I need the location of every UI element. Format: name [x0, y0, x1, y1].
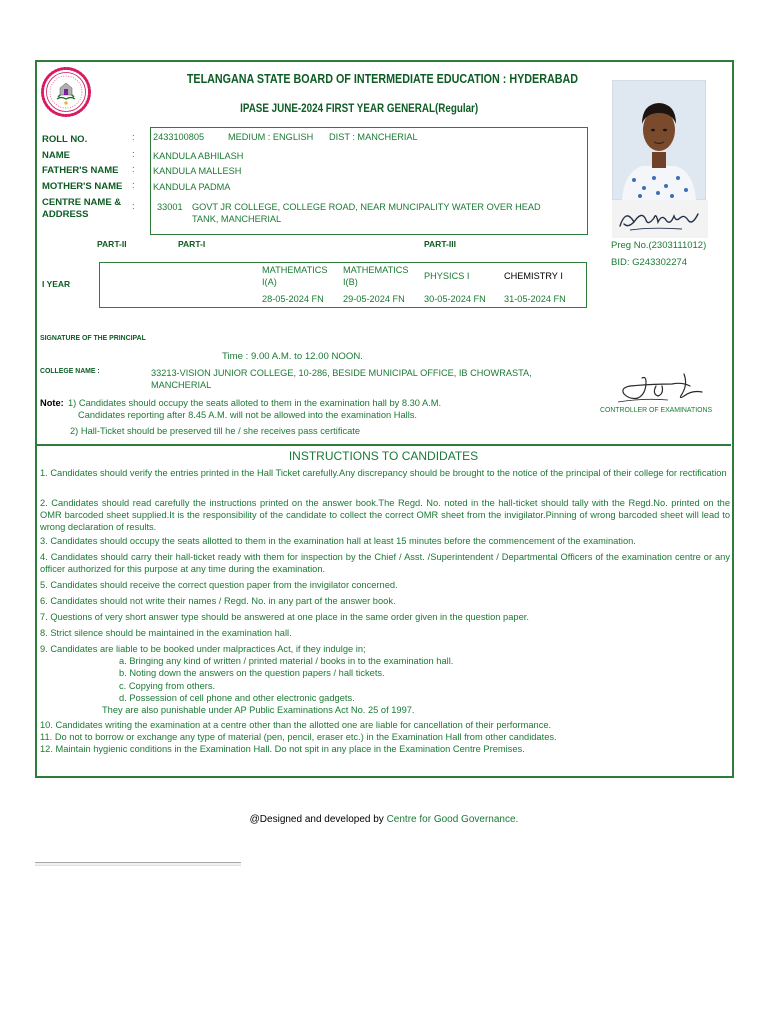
- instruction-item: 11. Do not to borrow or exchange any type of material (pen, pencil, eraser etc.) in the Examination Hall from other candidates.: [40, 732, 557, 742]
- instructions-title-row: [36, 447, 731, 465]
- subject-cell: [343, 264, 423, 288]
- part-1-label: PART-I: [178, 239, 206, 249]
- roll-no-value: 2433100805: [153, 132, 205, 142]
- malpractice-item: d. Possession of cell phone and other electronic gadgets.: [119, 693, 355, 703]
- subject-cell: [504, 264, 584, 288]
- malpractice-item: c. Copying from others.: [119, 681, 216, 691]
- college-name-line1: 33213-VISION JUNIOR COLLEGE, 10-286, BESIDE MUNICIPAL OFFICE, IB CHOWRASTA,: [151, 368, 532, 378]
- instruction-item: 9. Candidates are liable to be booked under malpractices Act, if they indulge in;: [40, 644, 366, 654]
- principal-signature-label: SIGNATURE OF THE PRINCIPAL: [40, 335, 146, 342]
- controller-signature-image-icon: [612, 372, 710, 406]
- footer-prefix: @Designed and developed by: [249, 814, 384, 825]
- exam-title: IPASE JUNE-2024 FIRST YEAR GENERAL(Regular): [239, 101, 479, 115]
- name-colon: :: [132, 149, 135, 160]
- centre-code-value: 33001: [157, 202, 183, 212]
- exam-date: 30-05-2024 FN: [424, 294, 486, 304]
- controller-label: CONTROLLER OF EXAMINATIONS: [600, 407, 713, 414]
- subject-name: MATHEMATICS I(B): [343, 265, 409, 287]
- instruction-item: 12. Maintain hygienic conditions in the Examination Hall. Do not spit in any place in the Examination Centre Premises.: [40, 744, 525, 754]
- candidate-name-value: KANDULA ABHILASH: [153, 151, 244, 161]
- roll-no-colon: :: [132, 132, 135, 143]
- college-name-line2: MANCHERIAL: [151, 380, 212, 390]
- exam-date: 31-05-2024 FN: [504, 294, 566, 304]
- note-2: 2) Hall-Ticket should be preserved till he / she receives pass certificate: [70, 426, 361, 436]
- mother-name-label: MOTHER'S NAME: [42, 181, 123, 192]
- candidate-signature-image-icon: [612, 200, 708, 238]
- instruction-item: 8. Strict silence should be maintained in the examination hall.: [40, 628, 292, 638]
- cgg-link[interactable]: Centre for Good Governance.: [386, 814, 519, 825]
- mother-name-colon: :: [132, 180, 135, 191]
- exam-title-row: [200, 99, 518, 117]
- note-1: 1) Candidates should occupy the seats alloted to them in the examination hall by 8.30 A.M.: [68, 398, 442, 408]
- mother-name-value: KANDULA PADMA: [153, 182, 231, 192]
- instructions-title: INSTRUCTIONS TO CANDIDATES: [288, 449, 479, 463]
- board-title-row: [150, 70, 614, 88]
- instruction-item: 5. Candidates should receive the correct question paper from the invigilator concerned.: [40, 580, 398, 590]
- footer-credit: [0, 813, 768, 827]
- centre-colon: :: [132, 201, 135, 212]
- board-title: TELANGANA STATE BOARD OF INTERMEDIATE EDUCATION : HYDERABAD: [186, 72, 578, 86]
- bid-number: BID: G243302274: [611, 257, 688, 268]
- horizontal-rule: [35, 862, 241, 866]
- name-label: NAME: [42, 150, 70, 161]
- instruction-item: 1. Candidates should verify the entries printed in the Hall Ticket carefully.Any discrepancy should be brought to the notice of the principal of their college for rectification: [40, 468, 727, 478]
- board-seal-logo-icon: [40, 66, 92, 118]
- instruction-item: 7. Questions of very short answer type should be answered at one place in the same order given in the question paper.: [40, 612, 529, 622]
- roll-no-label: ROLL NO.: [42, 134, 88, 145]
- father-name-label: FATHER'S NAME: [42, 165, 119, 176]
- medium-value: MEDIUM : ENGLISH: [228, 132, 314, 142]
- instruction-item: 3. Candidates should occupy the seats allotted to them in the examination hall at least 15 minutes before the commencement of the examination.: [40, 536, 636, 546]
- college-name-label: COLLEGE NAME :: [40, 368, 100, 375]
- year-label: I YEAR: [42, 279, 71, 289]
- section-divider: [36, 444, 731, 446]
- preg-no: Preg No.(2303111012): [611, 240, 707, 251]
- note-1-continued: Candidates reporting after 8.45 A.M. will not be allowed into the examination Halls.: [78, 410, 418, 420]
- father-name-value: KANDULA MALLESH: [153, 166, 242, 176]
- subject-name: MATHEMATICS I(A): [262, 265, 328, 287]
- centre-address-line2: TANK, MANCHERIAL: [192, 214, 282, 224]
- part-3-label: PART-III: [424, 239, 456, 249]
- subject-name: CHEMISTRY I: [504, 271, 563, 281]
- father-name-colon: :: [132, 164, 135, 175]
- instruction-item: 4. Candidates should carry their hall-ticket ready with them for inspection by the Chief / Asst. /Superintendent / Departmental Officers of the examination centre or any officer authorized for this purpose at any time during the examination.: [40, 552, 730, 574]
- subject-cell: [424, 264, 504, 288]
- instruction-item: 10. Candidates writing the examination at a centre other than the allotted one are liable for cancellation of their performance.: [40, 720, 552, 730]
- malpractice-item: a. Bringing any kind of written / printed material / books in to the examination hall.: [119, 656, 454, 666]
- subject-cell: [262, 264, 342, 288]
- candidate-photo-icon: [612, 80, 706, 200]
- part-2-label: PART-II: [97, 239, 127, 249]
- instruction-item: 2. Candidates should read carefully the instructions printed on the answer book.The Regd. No. noted in the hall-ticket should tally with the Regd.No. printed on the OMR barcoded sheet supplied.It is the responsibility of the candidate to collect the correct OMR sheet from the invigilator.Pinning of wrong barcoded sheet will lead to wrong declaration of results.: [40, 498, 730, 532]
- centre-address-line1: GOVT JR COLLEGE, COLLEGE ROAD, NEAR MUNCIPALITY WATER OVER HEAD: [192, 202, 541, 212]
- act-note: They are also punishable under AP Public Examinations Act No. 25 of 1997.: [102, 705, 415, 715]
- exam-date: 29-05-2024 FN: [343, 294, 405, 304]
- note-label: Note:: [40, 398, 64, 408]
- district-value: DIST : MANCHERIAL: [329, 132, 418, 142]
- subject-name: PHYSICS I: [424, 271, 470, 281]
- exam-time: Time : 9.00 A.M. to 12.00 NOON.: [222, 351, 363, 362]
- instruction-item: 6. Candidates should not write their names / Regd. No. in any part of the answer book.: [40, 596, 396, 606]
- malpractice-item: b. Noting down the answers on the question papers / hall tickets.: [119, 668, 385, 678]
- centre-address-label: CENTRE NAME & ADDRESS: [42, 197, 122, 220]
- exam-date: 28-05-2024 FN: [262, 294, 324, 304]
